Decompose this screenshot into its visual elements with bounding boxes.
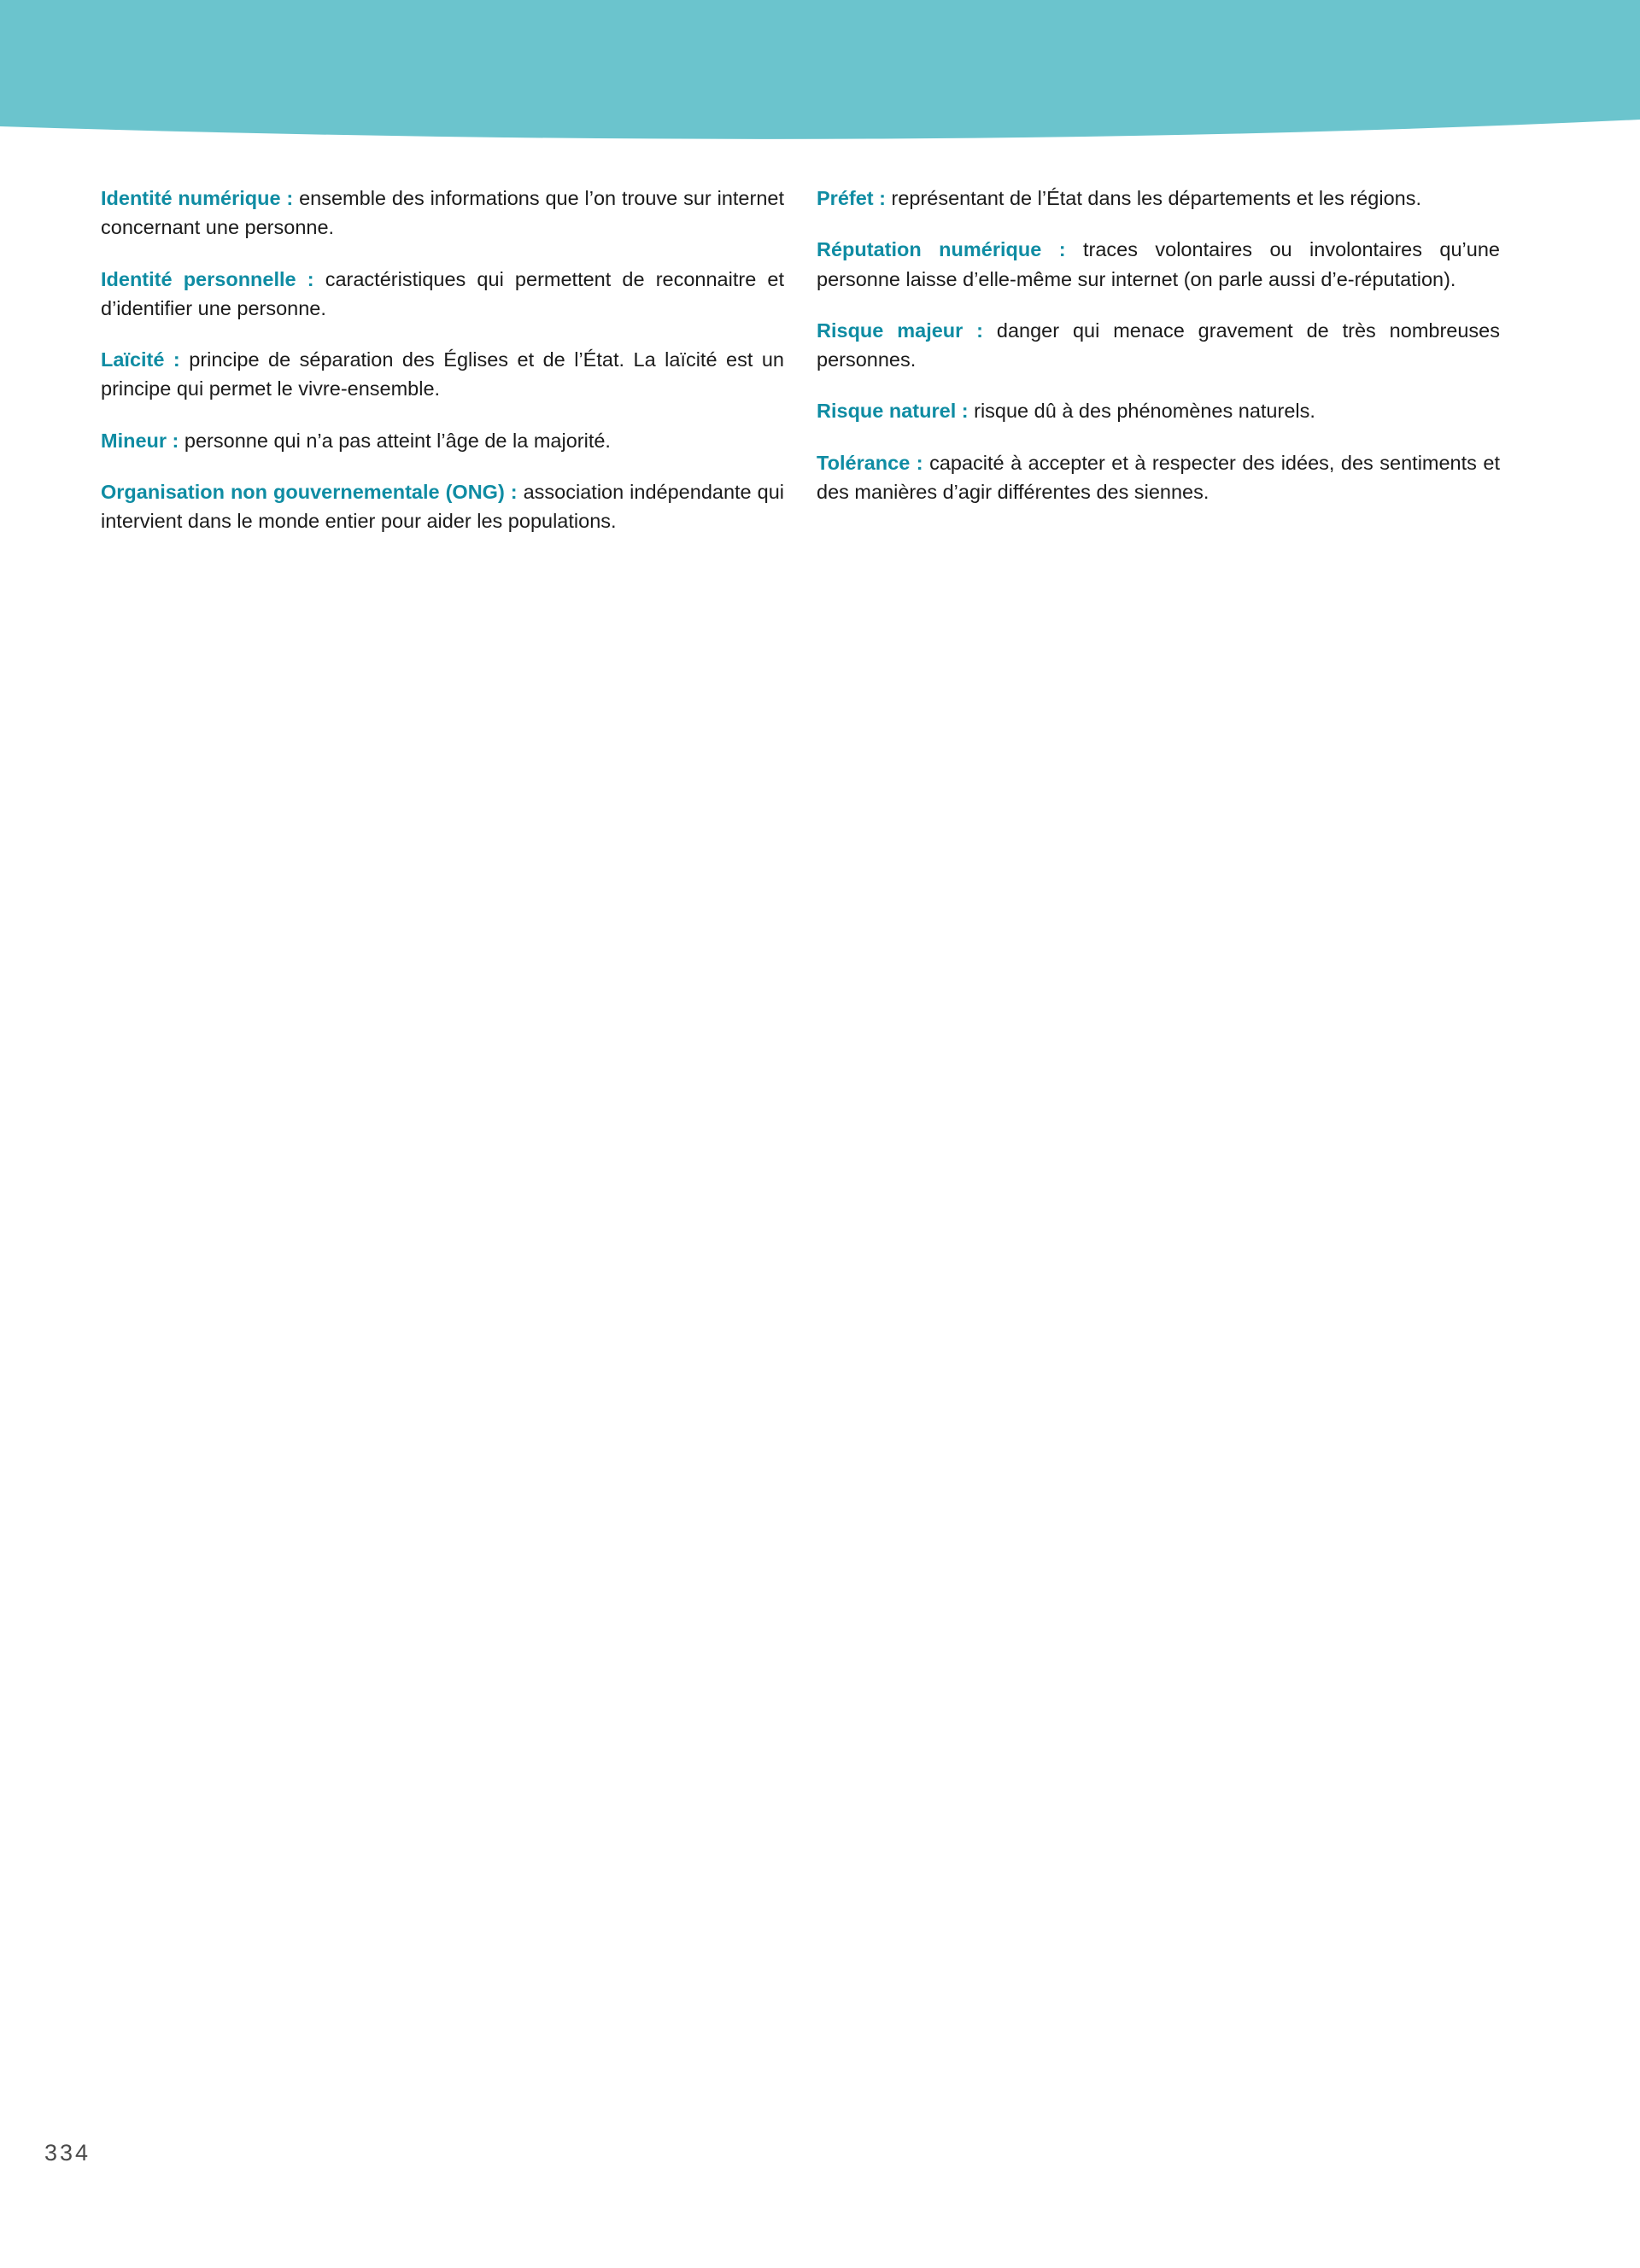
glossary-definition: personne qui n’a pas atteint l’âge de la majorité. — [179, 429, 611, 452]
glossary-term: Risque naturel : — [817, 400, 969, 423]
glossary-definition: représentant de l’État dans les départements et les régions. — [885, 187, 1421, 209]
glossary-entry — [101, 345, 784, 404]
glossary-entry — [817, 448, 1500, 507]
glossary-definition: risque dû à des phénomènes naturels. — [968, 400, 1315, 423]
glossary-entry — [101, 184, 784, 243]
glossary-term: Laïcité : — [101, 348, 180, 371]
glossary-entry — [817, 184, 1500, 213]
glossary-definition: principe de séparation des Églises et de l’État. La laïcité est un principe qui permet le vivre-ensemble. — [101, 348, 784, 400]
glossary-term: Identité personnelle : — [101, 267, 314, 290]
glossary-term: Tolérance : — [817, 451, 923, 474]
glossary-term: Organisation non gouvernementale (ONG) : — [101, 481, 518, 504]
glossary-term: Mineur : — [101, 429, 179, 452]
glossary-definition: caractéristiques qui permettent de reconnaitre et d’identifier une personne. — [101, 267, 785, 319]
top-banner — [0, 0, 1640, 141]
glossary-column-right — [817, 184, 1500, 536]
glossary-entry — [101, 477, 784, 536]
glossary-term: Risque majeur : — [817, 319, 984, 342]
glossary-entry — [817, 316, 1500, 375]
glossary-term: Identité numérique : — [101, 187, 294, 209]
glossary-column-left — [101, 184, 784, 536]
glossary-entry — [101, 265, 784, 324]
glossary-definition: ensemble des informations que l’on trouve sur internet concernant une personne. — [101, 187, 784, 239]
page-number: 334 — [44, 2140, 91, 2166]
glossary-definition: association indépendante qui intervient dans le monde entier pour aider les populations. — [101, 481, 784, 533]
glossary-entry — [817, 396, 1500, 425]
glossary-term: Réputation numérique : — [817, 238, 1066, 261]
page-content — [0, 158, 1640, 2207]
glossary-columns — [101, 184, 1544, 536]
glossary-entry — [817, 235, 1500, 294]
glossary-definition: traces volontaires ou involontaires qu’une personne laisse d’elle-même sur internet (on parle aussi d’e-réputation). — [817, 238, 1500, 290]
glossary-term: Préfet : — [817, 187, 886, 209]
glossary-definition: capacité à accepter et à respecter des idées, des sentiments et des manières d’agir différentes des siennes. — [817, 451, 1500, 504]
glossary-definition: danger qui menace gravement de très nombreuses personnes. — [817, 319, 1500, 371]
glossary-entry — [101, 426, 784, 455]
